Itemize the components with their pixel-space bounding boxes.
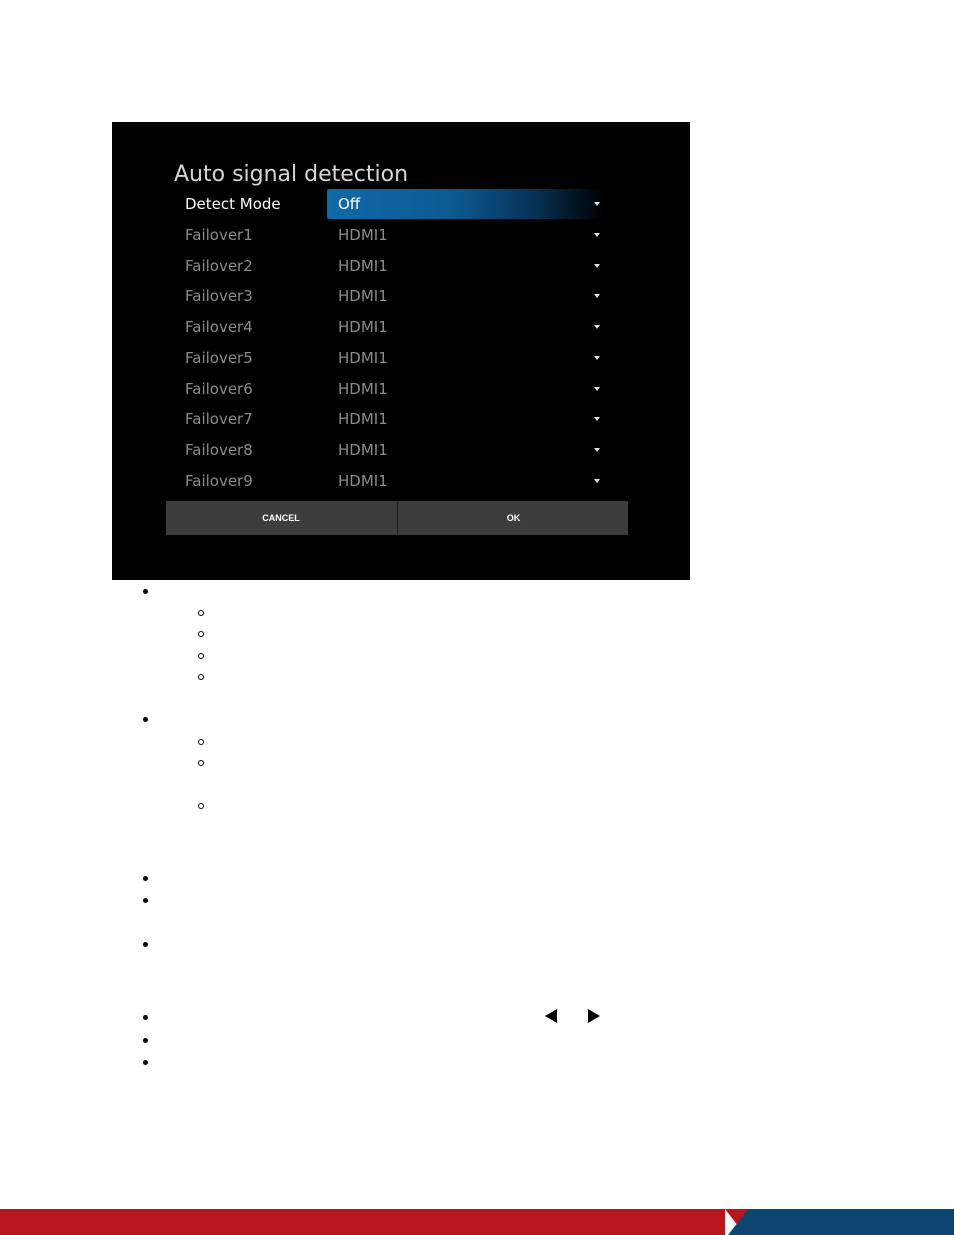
chevron-down-icon xyxy=(594,448,600,452)
row-failover7[interactable] xyxy=(167,404,607,434)
row-value: HDMI1 xyxy=(338,380,388,398)
row-label: Failover4 xyxy=(185,318,253,336)
chevron-down-icon xyxy=(594,387,600,391)
row-label: Failover6 xyxy=(185,380,253,398)
failover3-select[interactable] xyxy=(327,281,604,311)
failover7-select[interactable] xyxy=(327,404,604,434)
bullet xyxy=(143,1060,148,1065)
bullet xyxy=(143,717,148,722)
chevron-down-icon xyxy=(594,264,600,268)
row-failover2[interactable] xyxy=(167,251,607,281)
row-value: HDMI1 xyxy=(338,287,388,305)
dialog-button-bar xyxy=(166,501,628,535)
chevron-down-icon xyxy=(594,417,600,421)
bullet xyxy=(143,589,148,594)
chevron-down-icon xyxy=(594,325,600,329)
row-failover3[interactable] xyxy=(167,281,607,311)
row-value: HDMI1 xyxy=(338,318,388,336)
footer-blue-stripe xyxy=(728,1209,954,1235)
failover6-select[interactable] xyxy=(327,374,604,404)
row-detect-mode[interactable] xyxy=(167,189,607,219)
row-label: Failover9 xyxy=(185,472,253,490)
bullet xyxy=(143,1038,148,1043)
failover9-select[interactable] xyxy=(327,466,604,496)
failover1-select[interactable] xyxy=(327,220,604,250)
chevron-down-icon xyxy=(594,233,600,237)
sub-bullet xyxy=(198,760,204,766)
screenshot-panel xyxy=(112,122,690,580)
row-value: HDMI1 xyxy=(338,226,388,244)
row-failover9[interactable] xyxy=(167,466,607,496)
sub-bullet xyxy=(198,653,204,659)
failover4-select[interactable] xyxy=(327,312,604,342)
detect-mode-select[interactable] xyxy=(327,189,604,219)
sub-bullet xyxy=(198,610,204,616)
cancel-button[interactable]: CANCEL xyxy=(262,513,300,523)
sub-bullet xyxy=(198,739,204,745)
row-value: HDMI1 xyxy=(338,349,388,367)
bullet xyxy=(143,942,148,947)
row-label: Failover1 xyxy=(185,226,253,244)
failover8-select[interactable] xyxy=(327,435,604,465)
row-value: Off xyxy=(338,195,361,213)
row-value: HDMI1 xyxy=(338,472,388,490)
row-label: Failover2 xyxy=(185,257,253,275)
row-value: HDMI1 xyxy=(338,410,388,428)
row-failover5[interactable] xyxy=(167,343,607,373)
footer-band xyxy=(0,1209,954,1235)
chevron-down-icon xyxy=(594,356,600,360)
row-value: HDMI1 xyxy=(338,257,388,275)
chevron-down-icon xyxy=(594,479,600,483)
sub-bullet xyxy=(198,674,204,680)
row-value: HDMI1 xyxy=(338,441,388,459)
row-failover8[interactable] xyxy=(167,435,607,465)
row-label: Failover3 xyxy=(185,287,253,305)
chevron-down-icon xyxy=(594,294,600,298)
bullet xyxy=(143,1015,148,1020)
bullet xyxy=(143,898,148,903)
bullet xyxy=(143,876,148,881)
arrow-right-icon xyxy=(588,1009,600,1023)
arrow-left-icon xyxy=(545,1009,557,1023)
row-failover4[interactable] xyxy=(167,312,607,342)
dialog-title: Auto signal detection xyxy=(174,162,409,187)
failover2-select[interactable] xyxy=(327,251,604,281)
row-failover1[interactable] xyxy=(167,220,607,250)
row-label: Failover8 xyxy=(185,441,253,459)
sub-bullet xyxy=(198,631,204,637)
row-label: Detect Mode xyxy=(185,195,281,213)
row-failover6[interactable] xyxy=(167,374,607,404)
sub-bullet xyxy=(198,803,204,809)
ok-button[interactable]: OK xyxy=(397,501,629,535)
row-label: Failover7 xyxy=(185,410,253,428)
failover5-select[interactable] xyxy=(327,343,604,373)
row-label: Failover5 xyxy=(185,349,253,367)
chevron-down-icon xyxy=(594,202,600,206)
